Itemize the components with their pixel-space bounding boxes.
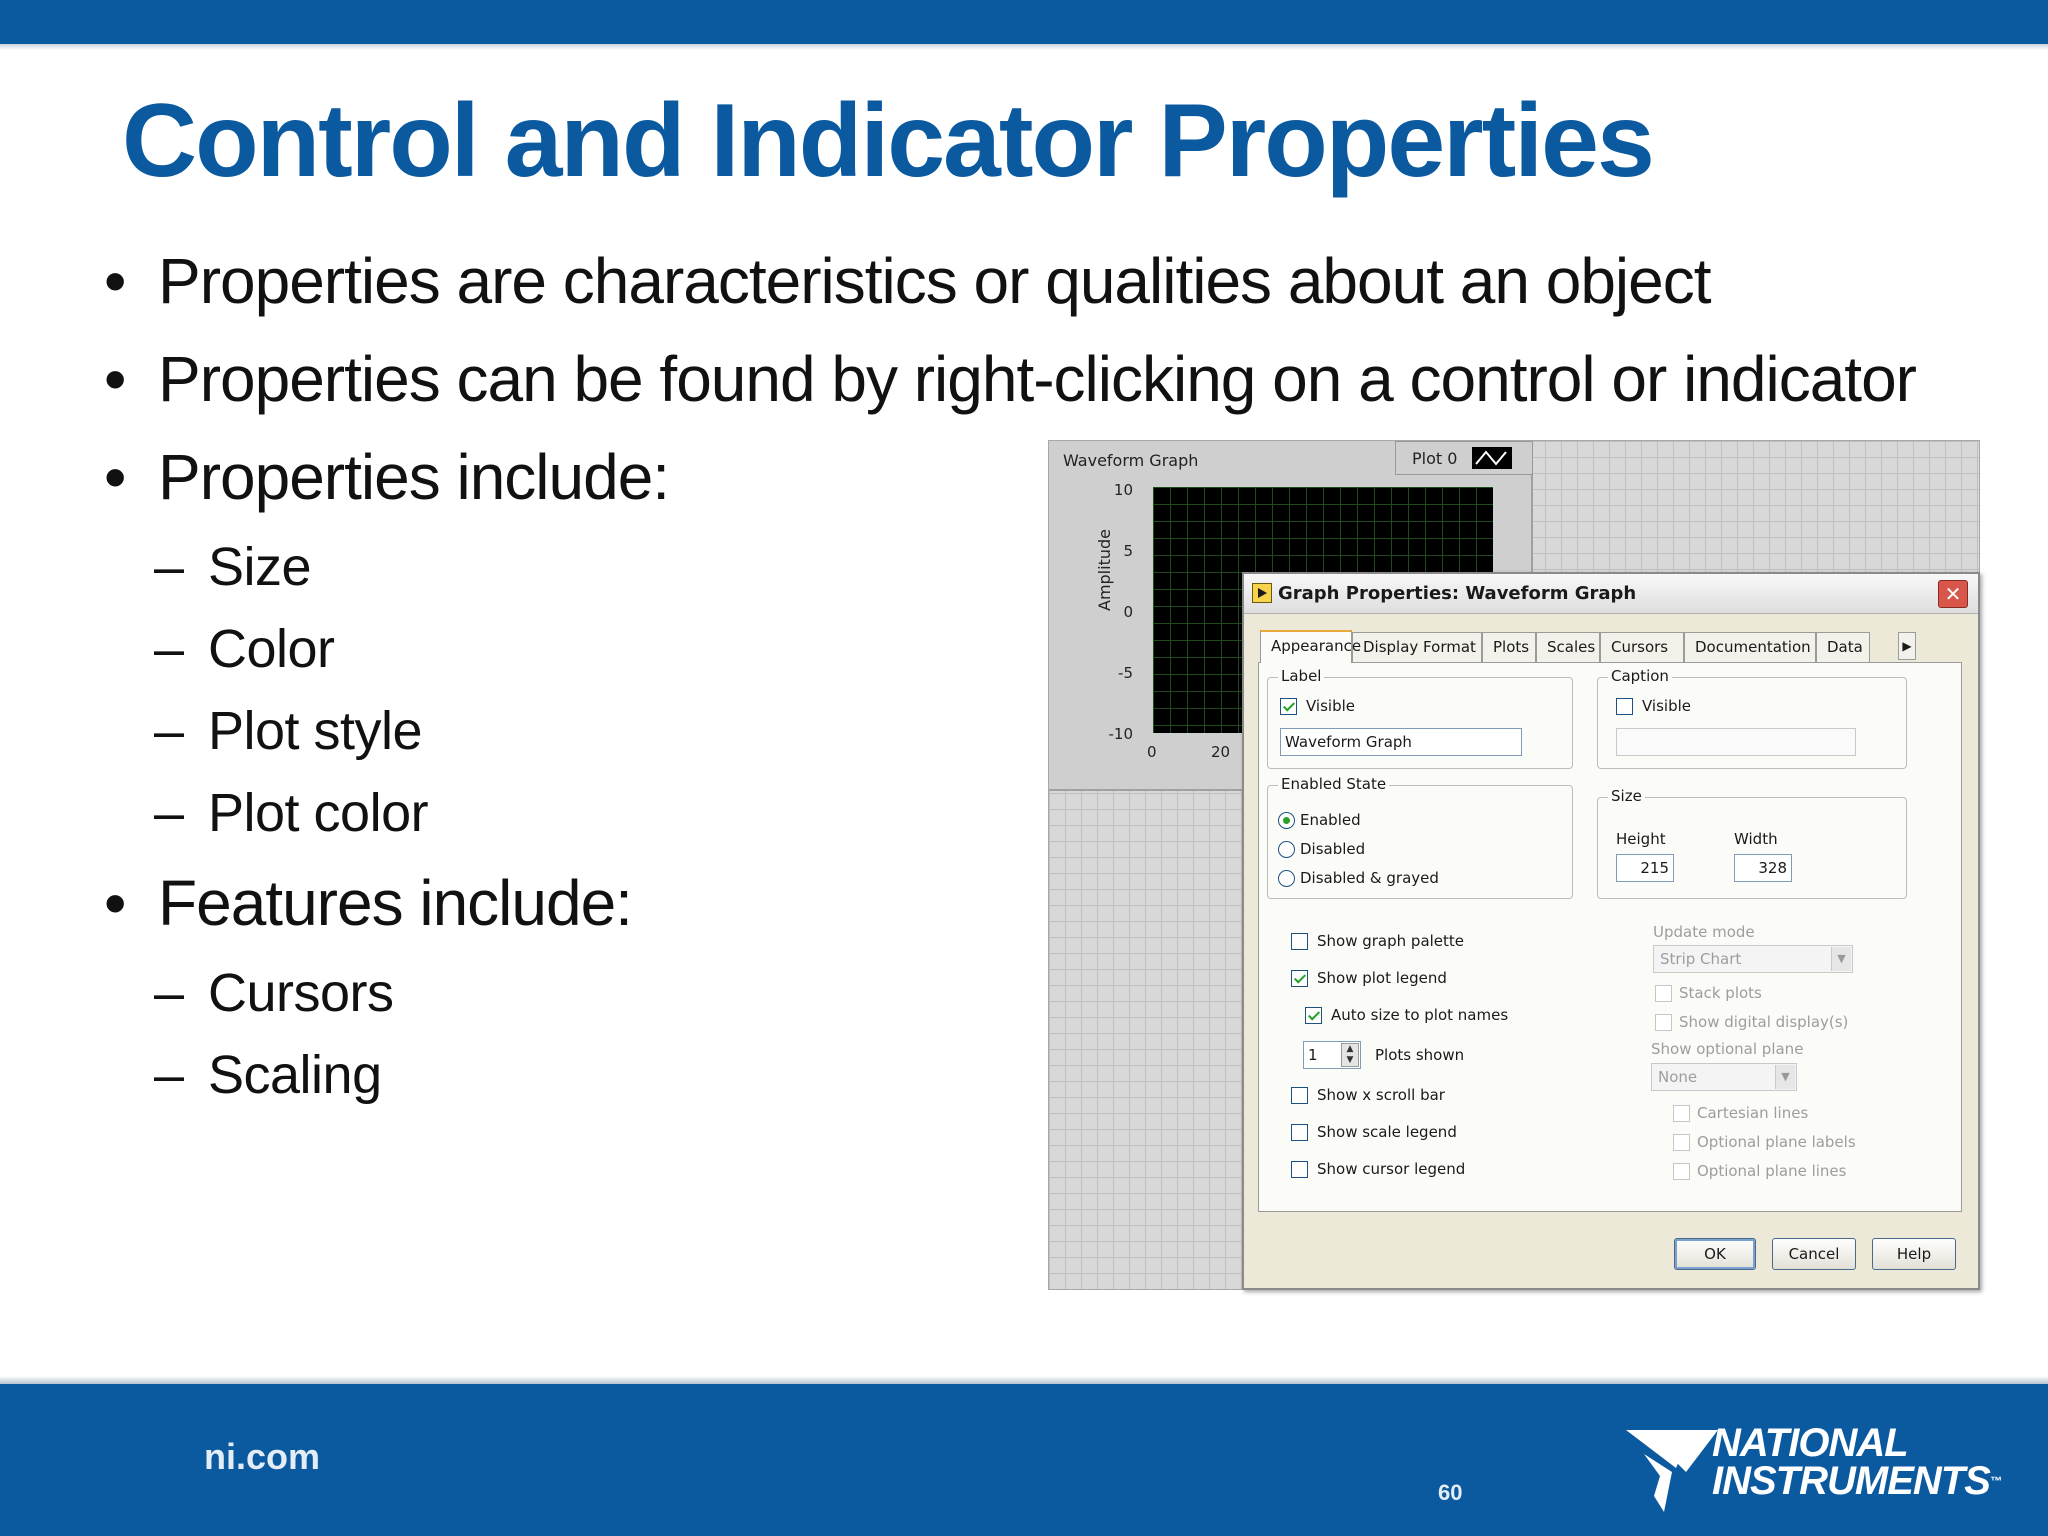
update-mode-value: Strip Chart [1660,950,1742,968]
optional-plane-lines-label: Optional plane lines [1697,1162,1847,1180]
cartesian-lines-label: Cartesian lines [1697,1104,1809,1122]
width-input[interactable]: 328 [1734,854,1792,882]
caption-visible-text: Visible [1642,697,1691,715]
disabled-grayed-radio[interactable] [1278,870,1295,887]
auto-size-label: Auto size to plot names [1331,1006,1509,1024]
caption-visible-checkbox[interactable] [1616,698,1633,715]
label-group [1267,667,1573,769]
dialog-titlebar[interactable] [1244,574,1978,614]
close-button[interactable]: ✕ [1938,580,1968,608]
show-x-scroll-checkbox[interactable] [1291,1087,1308,1104]
graph-label: Waveform Graph [1063,451,1199,470]
stack-plots-checkbox[interactable] [1655,985,1672,1002]
sub-bullet-item: – Plot style [154,701,423,761]
cancel-button[interactable]: Cancel [1772,1238,1856,1270]
update-mode-label: Update mode [1653,923,1755,941]
optional-plane-value: None [1658,1068,1698,1086]
enabled-state-title: Enabled State [1278,775,1389,793]
disabled-grayed-radio-label: Disabled & grayed [1300,869,1439,887]
plot-legend[interactable] [1395,441,1533,475]
show-cursor-legend-label: Show cursor legend [1317,1160,1466,1178]
bullet-item: • Properties include: [104,441,670,513]
graph-properties-dialog [1242,572,1980,1290]
enabled-radio[interactable] [1278,812,1295,829]
labview-vi-icon [1252,583,1272,603]
sub-bullet-item: – Scaling [154,1045,382,1105]
tab-data[interactable]: Data [1816,632,1870,662]
label-group-title: Label [1278,667,1324,685]
bullet-item: • Properties can be found by right-clicking on a control or indicator [104,343,1916,415]
stack-plots-label: Stack plots [1679,984,1762,1002]
caption-group [1597,667,1907,769]
height-input[interactable]: 215 [1616,854,1674,882]
width-label: Width [1734,830,1778,848]
slide-title: Control and Indicator Properties [122,83,1653,199]
dialog-title: Graph Properties: Waveform Graph [1278,583,1637,604]
enabled-state-group [1267,775,1573,899]
show-x-scroll-label: Show x scroll bar [1317,1086,1445,1104]
show-plot-legend-checkbox[interactable] [1291,970,1308,987]
logo-wordmark: NATIONAL INSTRUMENTS™ [1712,1421,2001,1503]
sub-bullet-item: – Color [154,619,335,679]
label-visible-text: Visible [1306,697,1355,715]
y-tick-label: -10 [1108,725,1133,743]
y-tick-label: 0 [1123,603,1133,621]
top-banner-shadow [0,44,2048,50]
label-visible-checkbox[interactable] [1280,698,1297,715]
bottom-banner-shadow [0,1376,2048,1384]
tab-appearance[interactable]: Appearance [1260,630,1352,663]
chevron-down-icon: ▼ [1775,1065,1795,1089]
size-group [1597,787,1907,899]
tab-documentation[interactable]: Documentation [1684,632,1816,662]
caption-text-input[interactable] [1616,728,1856,756]
top-banner [0,0,2048,44]
show-graph-palette-checkbox[interactable] [1291,933,1308,950]
cartesian-lines-checkbox[interactable] [1673,1105,1690,1122]
help-button[interactable]: Help [1872,1238,1956,1270]
update-mode-select[interactable] [1653,945,1853,973]
appearance-page [1258,662,1962,1212]
x-tick-label: 20 [1211,743,1231,761]
optional-plane-labels-checkbox[interactable] [1673,1134,1690,1151]
footer-website: ni.com [204,1436,321,1477]
plots-shown-spinner-icon[interactable]: ▲ ▼ [1341,1043,1359,1067]
tab-scroll-right-icon[interactable]: ▶ [1898,632,1916,660]
disabled-radio[interactable] [1278,841,1295,858]
chevron-down-icon: ▼ [1831,947,1851,971]
optional-plane-select[interactable] [1651,1063,1797,1091]
show-cursor-legend-checkbox[interactable] [1291,1161,1308,1178]
plot-legend-label: Plot 0 [1412,449,1458,468]
ni-eagle-icon [1624,1424,1720,1516]
plots-shown-label: Plots shown [1375,1046,1465,1064]
label-text-input[interactable]: Waveform Graph [1280,728,1522,756]
tab-plots[interactable]: Plots [1482,632,1536,662]
y-tick-label: -5 [1118,664,1133,682]
plots-shown-input[interactable]: 1 [1303,1041,1361,1069]
sub-bullet-item: – Plot color [154,783,429,843]
page-number: 60 [1438,1480,1463,1505]
tab-scales[interactable]: Scales [1536,632,1600,662]
show-digital-display-label: Show digital display(s) [1679,1013,1849,1031]
show-digital-display-checkbox[interactable] [1655,1014,1672,1031]
optional-plane-label: Show optional plane [1651,1040,1804,1058]
enabled-radio-label: Enabled [1300,811,1361,829]
y-tick-label: 5 [1123,542,1133,560]
show-scale-legend-label: Show scale legend [1317,1123,1457,1141]
ok-button[interactable]: OK [1674,1238,1756,1270]
show-graph-palette-label: Show graph palette [1317,932,1465,950]
size-group-title: Size [1608,787,1645,805]
height-label: Height [1616,830,1666,848]
sub-bullet-item: – Size [154,537,312,597]
x-tick-label: 0 [1147,743,1157,761]
tab-display-format[interactable]: Display Format [1352,632,1482,662]
sub-bullet-item: – Cursors [154,963,394,1023]
y-axis-label: Amplitude [1095,529,1114,611]
optional-plane-lines-checkbox[interactable] [1673,1163,1690,1180]
tab-cursors[interactable]: Cursors [1600,632,1684,662]
disabled-radio-label: Disabled [1300,840,1366,858]
auto-size-checkbox[interactable] [1305,1007,1322,1024]
national-instruments-logo [1624,1420,2004,1520]
y-tick-label: 10 [1113,481,1133,499]
plot-style-icon [1472,447,1512,469]
optional-plane-labels-label: Optional plane labels [1697,1133,1856,1151]
bullet-item: • Properties are characteristics or qualities about an object [104,245,1711,317]
show-plot-legend-label: Show plot legend [1317,969,1447,987]
bullet-item: • Features include: [104,867,632,939]
caption-group-title: Caption [1608,667,1672,685]
show-scale-legend-checkbox[interactable] [1291,1124,1308,1141]
